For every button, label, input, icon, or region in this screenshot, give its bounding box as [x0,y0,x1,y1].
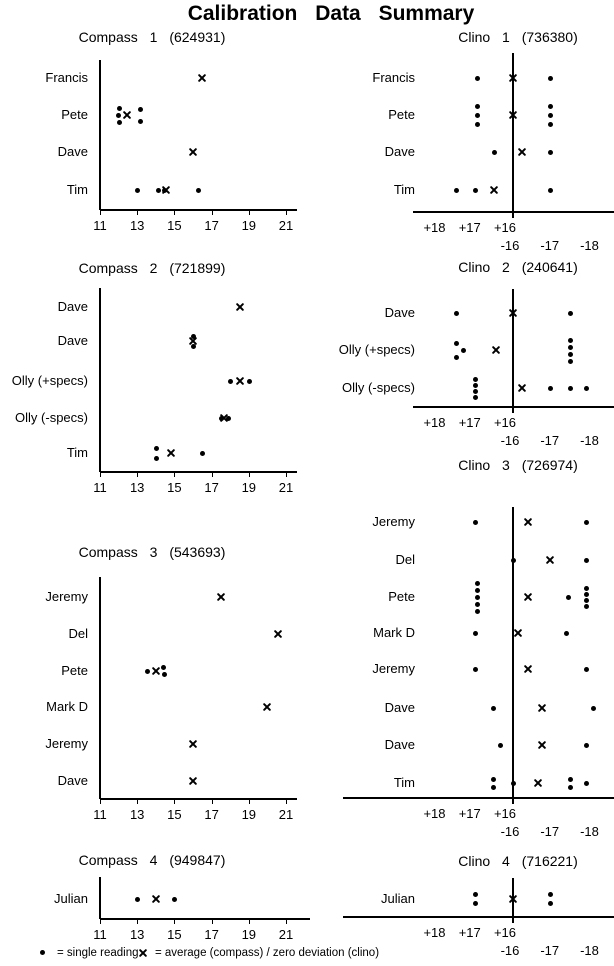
dot-marker [473,188,478,193]
axis-tick-label: 13 [129,480,145,495]
axis-tick-label: -17 [540,433,560,448]
dot-marker [584,781,589,786]
row-label: Olly (+specs) [11,373,88,388]
axis-tick-label: +16 [493,925,517,940]
axis-tick [100,800,101,804]
axis-tick-label: 11 [93,807,107,822]
cross-marker [491,345,501,355]
dot-marker [138,107,143,112]
axis-tick-label: -16 [500,238,520,253]
x-axis-line [100,471,297,473]
cross-marker [188,147,198,157]
axis-tick-label: +16 [493,806,517,821]
cross-marker [508,308,518,318]
row-label: Francis [45,70,88,85]
dot-marker [548,76,553,81]
cross-marker [537,740,547,750]
dot-marker [491,777,496,782]
dot-marker [548,386,553,391]
row-label: Del [395,552,415,567]
row-label: Tim [393,182,415,197]
axis-tick-label: +17 [458,220,481,235]
row-label: Jeremy [372,661,415,676]
cross-marker [188,739,198,749]
cross-marker [523,517,533,527]
axis-tick [249,473,250,477]
cross-marker [122,110,132,120]
dot-marker [584,586,589,591]
axis-tick-label: -18 [580,824,599,839]
dot-marker [196,188,201,193]
dot-marker [473,395,478,400]
row-label: Dave [57,299,88,314]
y-axis-line [99,577,101,799]
dot-marker [135,188,140,193]
cross-marker [508,894,518,904]
axis-tick-label: +18 [423,415,446,430]
dot-marker [473,901,478,906]
axis-tick [174,473,175,477]
row-label: Julian [54,891,88,906]
dot-marker [116,113,121,118]
dot-marker [475,595,480,600]
axis-tick-label: 17 [204,480,219,495]
dot-marker [138,119,143,124]
dot-marker [548,188,553,193]
row-label: Dave [384,700,415,715]
axis-tick [137,920,138,924]
row-label: Dave [57,333,88,348]
axis-tick-label: 17 [204,218,219,233]
axis-tick-label: 19 [241,480,257,495]
row-label: Jeremy [372,514,415,529]
axis-tick [249,920,250,924]
row-label: Tim [66,182,88,197]
dot-marker [473,892,478,897]
dot-marker [156,188,161,193]
cross-marker [508,110,518,120]
dot-marker [584,667,589,672]
dot-marker [548,892,553,897]
dot-marker [548,150,553,155]
cross-marker [235,302,245,312]
axis-tick-label: 15 [167,480,182,495]
axis-tick [212,473,213,477]
zero-deviation-line [512,507,514,804]
dot-marker [491,706,496,711]
plot-title-compass-1: Compass 1 (624931) [78,29,226,45]
dot-marker [492,150,497,155]
plot-title-clino-4: Clino 4 (716221) [458,853,578,869]
dot-marker [568,386,573,391]
axis-tick-label: 15 [167,927,182,942]
dot-marker [568,777,573,782]
axis-tick-label: -17 [540,943,560,958]
axis-tick [286,920,287,924]
dot-marker [584,592,589,597]
dot-marker [473,377,478,382]
cross-marker [517,147,527,157]
dot-marker [145,669,150,674]
axis-tick [212,800,213,804]
dot-marker [548,122,553,127]
dot-marker [475,609,480,614]
row-label: Pete [61,107,88,122]
plot-title-compass-4: Compass 4 (949847) [78,852,226,868]
dot-marker [584,558,589,563]
dot-marker [568,311,573,316]
dot-marker [200,451,205,456]
dot-marker [473,389,478,394]
row-label: Jeremy [45,736,88,751]
dot-marker [584,604,589,609]
dot-marker [566,595,571,600]
axis-tick [137,800,138,804]
cross-marker [161,185,171,195]
axis-tick-label: 21 [278,927,294,942]
dot-marker [511,558,516,563]
axis-tick-label: +18 [423,220,446,235]
dot-marker [226,416,231,421]
cross-marker [537,703,547,713]
cross-marker [523,664,533,674]
dot-marker [161,665,166,670]
row-label: Jeremy [45,589,88,604]
dot-marker [473,667,478,672]
axis-tick-label: 13 [129,927,145,942]
dot-marker [491,785,496,790]
dot-marker [172,897,177,902]
axis-tick-label: 15 [167,807,182,822]
cross-marker [545,555,555,565]
axis-tick-label: 11 [93,218,107,233]
axis-tick-label: -17 [540,238,560,253]
plot-title-clino-3: Clino 3 (726974) [458,457,578,473]
dot-marker [475,602,480,607]
dot-marker [568,345,573,350]
y-axis-line [99,60,101,210]
dot-marker [591,706,596,711]
dot-marker [117,120,122,125]
cross-marker [513,628,523,638]
plot-title-compass-3: Compass 3 (543693) [78,544,226,560]
x-axis-line [343,797,614,799]
dot-marker [475,104,480,109]
dot-marker [154,456,159,461]
cross-marker [523,592,533,602]
dot-marker [473,631,478,636]
axis-tick [100,473,101,477]
row-label: Pete [388,589,415,604]
axis-tick-label: +17 [458,806,481,821]
dot-marker [475,581,480,586]
average-cross-icon [138,948,148,958]
cross-marker [188,776,198,786]
legend-single-reading-label: = single reading [57,947,139,959]
cross-marker [533,778,543,788]
dot-marker [548,104,553,109]
row-label: Dave [57,773,88,788]
dot-marker [228,379,233,384]
axis-tick-label: -18 [580,238,599,253]
dot-marker [473,520,478,525]
axis-tick-label: 17 [204,807,219,822]
x-axis-line [100,209,297,211]
axis-tick-label: 19 [241,218,257,233]
cross-marker [166,448,176,458]
axis-tick-label: +16 [493,220,517,235]
dot-marker [454,355,459,360]
cross-marker [235,376,245,386]
row-label: Dave [384,144,415,159]
axis-tick-label: 21 [278,807,294,822]
axis-tick-label: +18 [423,806,446,821]
axis-tick-label: 21 [278,480,294,495]
dot-marker [568,785,573,790]
row-label: Del [68,626,88,641]
row-label: Tim [393,775,415,790]
row-label: Dave [57,144,88,159]
dot-marker [473,383,478,388]
x-axis-line [413,211,614,213]
row-label: Julian [381,891,415,906]
axis-tick-label: 17 [204,927,219,942]
plot-title-clino-2: Clino 2 (240641) [458,259,578,275]
dot-marker [584,386,589,391]
page-title: Calibration Data Summary [187,2,475,25]
axis-tick [100,211,101,215]
axis-tick-label: 19 [241,927,257,942]
axis-tick [137,211,138,215]
row-label: Olly (-specs) [342,380,415,395]
dot-marker [568,352,573,357]
cross-marker [151,666,161,676]
axis-tick [212,920,213,924]
cross-marker [489,185,499,195]
axis-tick-label: +17 [458,415,481,430]
axis-tick-label: +16 [493,415,517,430]
dot-marker [475,588,480,593]
dot-marker [564,631,569,636]
dot-marker [475,122,480,127]
axis-tick-label: -18 [580,943,599,958]
dot-marker [117,106,122,111]
dot-marker [162,672,167,677]
legend-average-label: = average (compass) / zero deviation (clino) [155,947,380,959]
dot-marker [135,897,140,902]
dot-marker [475,76,480,81]
row-label: Dave [384,737,415,752]
axis-tick [286,473,287,477]
axis-tick-label: 11 [93,927,107,942]
cross-marker [508,73,518,83]
dot-marker [498,743,503,748]
axis-tick [249,800,250,804]
row-label: Olly (+specs) [338,342,415,357]
single-reading-dot-icon [40,950,45,955]
y-axis-line [99,877,101,919]
axis-tick-label: -16 [500,943,520,958]
axis-tick-label: -16 [500,433,520,448]
axis-tick-label: 11 [93,480,107,495]
cross-marker [216,592,226,602]
axis-tick [100,920,101,924]
dot-marker [154,446,159,451]
x-axis-line [100,918,310,920]
row-label: Olly (-specs) [15,410,88,425]
dot-marker [191,344,196,349]
cross-marker [517,383,527,393]
dot-marker [584,520,589,525]
row-label: Tim [66,445,88,460]
plot-title-compass-2: Compass 2 (721899) [78,260,226,276]
axis-tick-label: +18 [423,925,446,940]
row-label: Mark D [373,625,415,640]
axis-tick-label: -17 [540,824,560,839]
dot-marker [548,901,553,906]
row-label: Francis [372,70,415,85]
dot-marker [454,341,459,346]
cross-marker [197,73,207,83]
x-axis-line [100,798,297,800]
x-axis-line [413,406,614,408]
dot-marker [584,743,589,748]
axis-tick [137,473,138,477]
cross-marker [151,894,161,904]
dot-marker [475,113,480,118]
row-label: Pete [61,663,88,678]
dot-marker [461,348,466,353]
axis-tick-label: 21 [278,218,294,233]
axis-tick [286,211,287,215]
axis-tick-label: 19 [241,807,257,822]
dot-marker [511,781,516,786]
dot-marker [548,113,553,118]
axis-tick-label: -18 [580,433,599,448]
axis-tick [174,920,175,924]
dot-marker [454,311,459,316]
axis-tick-label: +17 [458,925,481,940]
axis-tick [212,211,213,215]
axis-tick-label: 15 [167,218,182,233]
row-label: Mark D [46,699,88,714]
row-label: Pete [388,107,415,122]
axis-tick [249,211,250,215]
axis-tick-label: -16 [500,824,520,839]
axis-tick [174,800,175,804]
axis-tick-label: 13 [129,807,145,822]
dot-marker [568,359,573,364]
x-axis-line [343,916,614,918]
dot-marker [454,188,459,193]
axis-tick-label: 13 [129,218,145,233]
dot-marker [568,338,573,343]
plot-title-clino-1: Clino 1 (736380) [458,29,578,45]
y-axis-line [99,288,101,472]
axis-tick [286,800,287,804]
row-label: Dave [384,305,415,320]
dot-marker [584,598,589,603]
axis-tick [174,211,175,215]
